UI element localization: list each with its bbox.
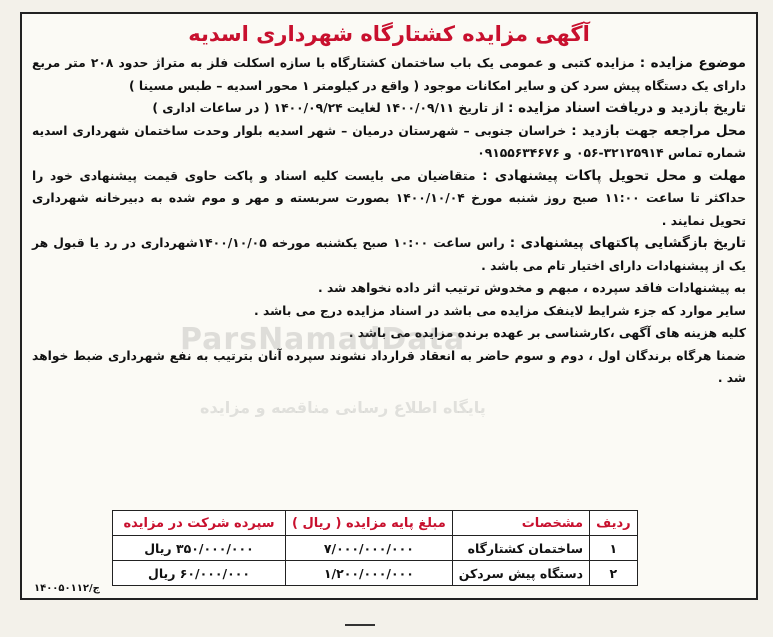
subject-paragraph: [32, 52, 746, 97]
note-2: سایر موارد که جزء شرایط لاینفک مزایده می باشد در اسناد مزایده درج می باشد .: [254, 303, 746, 318]
watermark-subtext: پایگاه اطلاع رسانی مناقصه و مزایده: [200, 398, 486, 417]
location-label: محل مراجعه جهت بازدید :: [571, 122, 746, 139]
notice-body: [32, 52, 746, 390]
visit-paragraph: [32, 97, 746, 120]
deadline-label: مهلت و محل تحویل پاکات پیشنهادی :: [482, 167, 747, 184]
watermark-logo-text: ParsNamadData: [180, 322, 466, 357]
notice-code: ج/۱۴۰۰۵۰۱۱۲: [34, 583, 100, 594]
cell-deposit: ۶۰/۰۰۰/۰۰۰ ریال: [113, 561, 286, 586]
cell-deposit: ۳۵۰/۰۰۰/۰۰۰ ریال: [113, 536, 286, 561]
cell-base-price: ۷/۰۰۰/۰۰۰/۰۰۰: [286, 536, 453, 561]
opening-paragraph: [32, 232, 746, 277]
notice-title: آگهی مزایده کشتارگاه شهرداری اسدیه: [188, 22, 590, 46]
location-text: خراسان جنوبی – شهرستان درمیان – شهر اسدیه بلوار وحدت ساختمان شهرداری اسدیه شماره تماس ۳۲۱۲۵۹۱۴-۰۵۶ و ۰۹۱۵۵۶۳۴۶۷۶: [32, 123, 746, 160]
note-3: کلیه هزینه های آگهی ،کارشناسی بر عهده برنده مزایده می باشد .: [348, 326, 746, 340]
subject-label: موضوع مزایده :: [639, 55, 746, 71]
cell-row-number: ۱: [590, 536, 638, 561]
auction-items-table: [112, 510, 638, 586]
opening-text: راس ساعت ۱۰:۰۰ صبح یکشنبه مورخه ۱۴۰۰/۱۰/۰۵شهرداری در رد یا قبول هر یک از پیشنهادات دارای اختیار تام می باشد .: [32, 236, 746, 273]
visit-label: تاریخ بازدید و دریافت اسناد مزایده :: [507, 100, 746, 116]
cell-row-number: ۲: [590, 561, 638, 586]
header-row-number: ردیف: [590, 511, 638, 536]
note-4: ضمنا هرگاه برندگان اول ، دوم و سوم حاضر به انعقاد قرارداد نشوند سپرده آنان بترتیب به نفع شهرداری ضبط خواهد شد .: [32, 348, 746, 385]
opening-label: تاریخ بازگشایی پاکتهای پیشنهادی :: [509, 235, 747, 251]
cell-base-price: ۱/۲۰۰/۰۰۰/۰۰۰: [286, 561, 453, 586]
header-spec: مشخصات: [452, 511, 589, 536]
note-1: به پیشنهادات فاقد سپرده ، مبهم و مخدوش ترتیب اثر داده نخواهد شد .: [318, 281, 746, 295]
cell-spec: ساختمان کشتارگاه: [452, 536, 589, 561]
header-base-price: مبلغ پایه مزایده ( ریال ): [286, 511, 453, 536]
table-header-row: [113, 511, 638, 536]
page-mark: [345, 624, 375, 626]
table-row: [113, 536, 638, 561]
deadline-text: متقاضیان می بایست کلیه اسناد و پاکت حاوی قیمت پیشنهادی خود را حداکثر تا ساعت ۱۱:۰۰ صبح روز شنبه مورخ ۱۴۰۰/۱۰/۰۴ بصورت سربسته و مهر و موم شده به دبیرخانه شهرداری تحویل نمایند .: [32, 168, 746, 228]
location-paragraph: [32, 120, 746, 165]
subject-text: مزایده کتبی و عمومی یک باب ساختمان کشتارگاه با سازه اسکلت فلز به متراژ حدود ۲۰۸ متر مربع دارای یک دستگاه پیش سرد کن و سایر امکانات موجود ( واقع در کیلومتر ۱ محور اسدیه – طبس مسینا ): [32, 56, 746, 93]
header-deposit: سپرده شرکت در مزایده: [113, 511, 286, 536]
table-row: [113, 561, 638, 586]
cell-spec: دستگاه پیش سردکن: [452, 561, 589, 586]
visit-text: از تاریخ ۱۴۰۰/۰۹/۱۱ لغایت ۱۴۰۰/۰۹/۲۴ ( در ساعات اداری ): [152, 101, 504, 115]
deadline-paragraph: [32, 165, 746, 233]
